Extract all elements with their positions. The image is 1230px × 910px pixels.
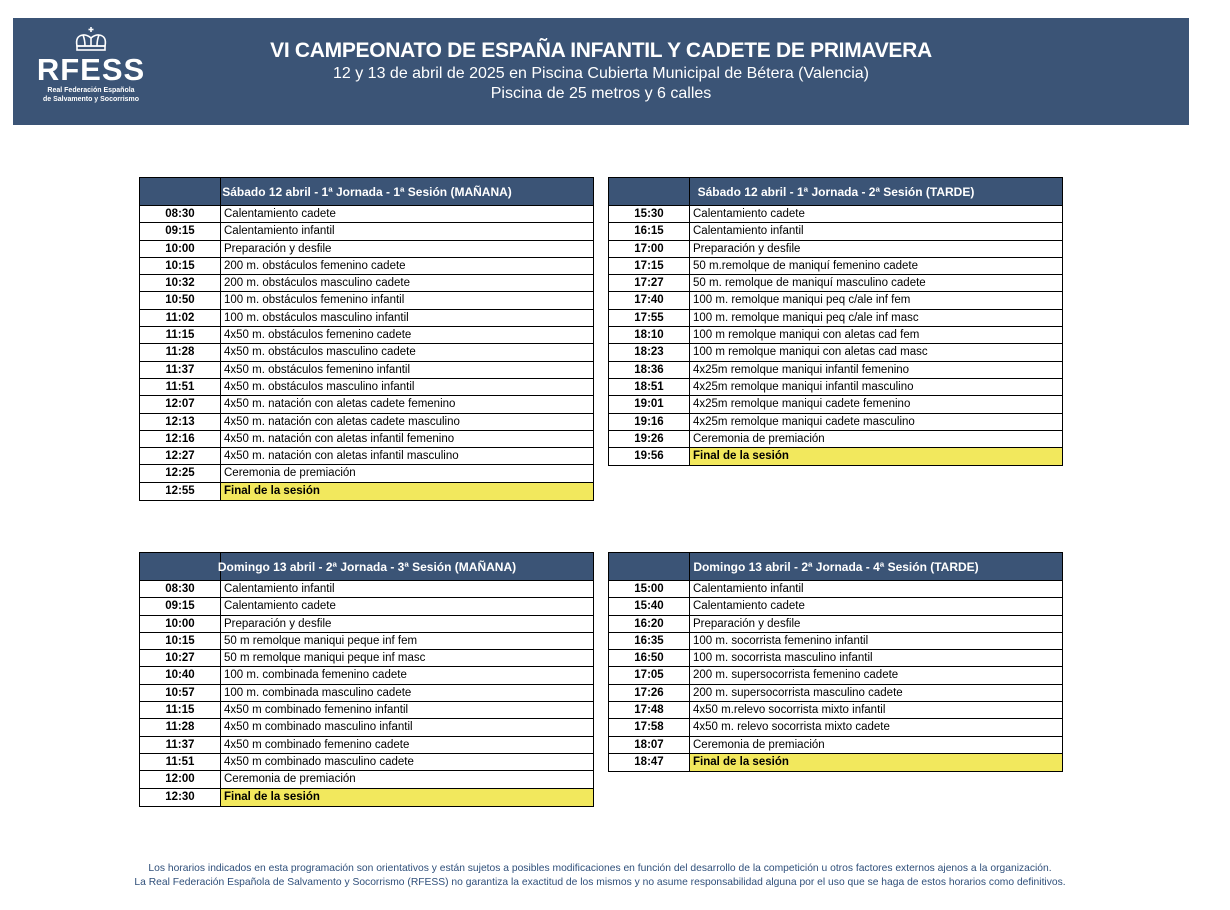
event-time: 18:47 — [609, 754, 690, 771]
schedule-row — [140, 414, 593, 431]
schedule-row — [140, 771, 593, 788]
event-name: 50 m remolque maniqui peque inf fem — [224, 634, 418, 647]
schedule-row — [609, 206, 1062, 223]
subtitle-pool: Piscina de 25 metros y 6 calles — [490, 85, 712, 102]
schedule-row — [609, 448, 1062, 465]
event-name: 4x50 m combinado masculino infantil — [224, 721, 413, 734]
event-time: 18:10 — [609, 327, 690, 343]
event-time: 17:05 — [609, 667, 690, 683]
event-time: 12:30 — [140, 789, 221, 806]
session-end-label: Final de la sesión — [221, 483, 593, 500]
event-name: Preparación y desfile — [693, 242, 801, 255]
event-time: 12:25 — [140, 465, 221, 481]
event-time: 17:40 — [609, 292, 690, 308]
schedule-row — [140, 598, 593, 615]
event-time: 09:15 — [140, 223, 221, 239]
event-time: 11:28 — [140, 344, 221, 360]
event-name: 100 m. combinada femenino cadete — [224, 669, 407, 682]
schedule-row — [140, 685, 593, 702]
event-name: 200 m. supersocorrista masculino cadete — [693, 686, 903, 699]
event-time: 10:40 — [140, 667, 221, 683]
event-time: 19:26 — [609, 431, 690, 447]
event-time: 17:55 — [609, 310, 690, 326]
title-block — [163, 38, 1039, 104]
schedule-row — [609, 275, 1062, 292]
event-name: 100 m remolque maniqui con aletas cad masc — [693, 346, 928, 359]
session-table-3 — [139, 552, 594, 807]
event-time: 17:48 — [609, 702, 690, 718]
schedule-row — [609, 431, 1062, 448]
schedule-row — [609, 396, 1062, 413]
event-name: Preparación y desfile — [693, 617, 801, 630]
page-title: VI CAMPEONATO DE ESPAÑA INFANTIL Y CADETE DE PRIMAVERA — [270, 39, 932, 62]
event-name: 50 m. remolque de maniquí masculino cadete — [693, 277, 926, 290]
event-name: 50 m remolque maniqui peque inf masc — [224, 652, 426, 665]
schedule-row — [140, 362, 593, 379]
event-time: 10:00 — [140, 616, 221, 632]
event-name: 4x50 m.relevo socorrista mixto infantil — [693, 704, 886, 717]
event-name: 4x50 m. natación con aletas infantil femenino — [224, 432, 455, 445]
event-time: 16:15 — [609, 223, 690, 239]
schedule-row — [609, 737, 1062, 754]
schedule-row — [140, 206, 593, 223]
session-header — [609, 553, 1062, 581]
session-end-label: Final de la sesión — [690, 754, 1062, 771]
event-name: 4x50 m. obstáculos masculino infantil — [224, 380, 415, 393]
session-end-label: Final de la sesión — [690, 448, 1062, 465]
event-time: 17:58 — [609, 719, 690, 735]
header-banner — [13, 18, 1189, 125]
event-time: 10:27 — [140, 650, 221, 666]
event-time: 10:00 — [140, 241, 221, 257]
event-time: 10:15 — [140, 633, 221, 649]
schedule-row — [140, 650, 593, 667]
event-time: 12:00 — [140, 771, 221, 787]
event-time: 16:20 — [609, 616, 690, 632]
event-name: Preparación y desfile — [224, 242, 332, 255]
event-name: 100 m. socorrista femenino infantil — [693, 634, 869, 647]
event-name: 4x50 m. obstáculos femenino infantil — [224, 363, 411, 376]
event-time: 18:23 — [609, 344, 690, 360]
logo-text: RFESS — [36, 52, 146, 87]
schedule-row — [140, 292, 593, 309]
schedule-row — [140, 633, 593, 650]
schedule-row — [609, 616, 1062, 633]
schedule-row — [609, 362, 1062, 379]
crown-icon — [73, 26, 109, 52]
event-name: Calentamiento infantil — [693, 225, 804, 238]
schedule-row — [140, 310, 593, 327]
event-time: 08:30 — [140, 581, 221, 597]
event-name: 200 m. supersocorrista femenino cadete — [693, 669, 899, 682]
event-time: 12:55 — [140, 483, 221, 500]
event-time: 15:00 — [609, 581, 690, 597]
schedule-row — [609, 719, 1062, 736]
event-name: 100 m. remolque maniqui peq c/ale inf fem — [693, 294, 911, 307]
schedule-row — [609, 223, 1062, 240]
schedule-row — [609, 414, 1062, 431]
event-name: 100 m. socorrista masculino infantil — [693, 652, 873, 665]
session-table-4 — [608, 552, 1063, 772]
session-end-label: Final de la sesión — [221, 789, 593, 806]
event-name: Ceremonia de premiación — [224, 773, 356, 786]
disclaimer-footer — [0, 862, 1200, 889]
event-time: 11:15 — [140, 702, 221, 718]
event-name: Ceremonia de premiación — [693, 432, 825, 445]
schedule-row — [609, 685, 1062, 702]
event-time: 12:13 — [140, 414, 221, 430]
schedule-row — [140, 241, 593, 258]
event-time: 17:15 — [609, 258, 690, 274]
event-name: 100 m. remolque maniqui peq c/ale inf masc — [693, 311, 919, 324]
event-name: Calentamiento cadete — [224, 208, 336, 220]
event-name: 100 m. combinada masculino cadete — [224, 686, 412, 699]
event-name: 4x25m remolque maniqui cadete masculino — [693, 415, 915, 428]
schedule-row — [609, 667, 1062, 684]
schedule-row — [140, 223, 593, 240]
session-title: Sábado 12 abril - 1ª Jornada - 2ª Sesión (TARDE) — [697, 184, 975, 199]
event-time: 11:51 — [140, 754, 221, 770]
event-time: 15:40 — [609, 598, 690, 614]
schedule-row — [609, 292, 1062, 309]
schedule-row — [609, 310, 1062, 327]
schedule-row — [140, 719, 593, 736]
schedule-row — [140, 448, 593, 465]
schedule-row — [609, 379, 1062, 396]
schedule-row — [140, 275, 593, 292]
event-time: 19:56 — [609, 448, 690, 465]
schedule-row — [609, 702, 1062, 719]
event-name: 4x50 m combinado femenino cadete — [224, 738, 410, 751]
event-time: 10:32 — [140, 275, 221, 291]
event-name: 4x50 m. natación con aletas infantil masculino — [224, 450, 459, 463]
event-name: 100 m. obstáculos femenino infantil — [224, 294, 405, 307]
event-name: Calentamiento cadete — [224, 600, 336, 613]
event-name: Ceremonia de premiación — [693, 738, 825, 751]
event-time: 11:02 — [140, 310, 221, 326]
event-time: 10:50 — [140, 292, 221, 308]
event-time: 16:35 — [609, 633, 690, 649]
session-header — [140, 553, 593, 581]
event-time: 16:50 — [609, 650, 690, 666]
schedule-row — [140, 396, 593, 413]
schedule-row — [140, 737, 593, 754]
subtitle-dates: 12 y 13 de abril de 2025 en Piscina Cubierta Municipal de Bétera (Valencia) — [332, 65, 870, 82]
schedule-row — [609, 344, 1062, 361]
event-name: 100 m. obstáculos masculino infantil — [224, 311, 409, 324]
schedule-row — [609, 650, 1062, 667]
event-time: 12:16 — [140, 431, 221, 447]
event-name: 50 m.remolque de maniquí femenino cadete — [693, 259, 919, 272]
schedule-row — [609, 754, 1062, 771]
event-name: 4x50 m. obstáculos femenino cadete — [224, 329, 412, 342]
schedule-row — [609, 581, 1062, 598]
event-time: 11:37 — [140, 737, 221, 753]
event-time: 11:51 — [140, 379, 221, 395]
schedule-row — [140, 754, 593, 771]
schedule-row — [609, 258, 1062, 275]
schedule-row — [140, 702, 593, 719]
session-title: Sábado 12 abril - 1ª Jornada - 1ª Sesión (MAÑANA) — [222, 184, 512, 199]
schedule-row — [609, 633, 1062, 650]
schedule-row — [140, 581, 593, 598]
event-time: 18:36 — [609, 362, 690, 378]
event-name: Calentamiento infantil — [224, 583, 335, 595]
event-time: 19:16 — [609, 414, 690, 430]
event-time: 10:15 — [140, 258, 221, 274]
schedule-row — [140, 258, 593, 275]
event-time: 12:07 — [140, 396, 221, 412]
session-table-2 — [608, 177, 1063, 466]
event-name: 100 m remolque maniqui con aletas cad fem — [693, 329, 920, 342]
event-name: 4x50 m. natación con aletas cadete masculino — [224, 415, 460, 428]
event-time: 11:28 — [140, 719, 221, 735]
event-time: 19:01 — [609, 396, 690, 412]
schedule-row — [609, 241, 1062, 258]
event-time: 17:27 — [609, 275, 690, 291]
schedule-row — [140, 667, 593, 684]
event-name: 4x50 m combinado masculino cadete — [224, 755, 414, 768]
event-name: 200 m. obstáculos femenino cadete — [224, 259, 406, 272]
event-name: 4x25m remolque maniqui cadete femenino — [693, 398, 911, 411]
event-name: Calentamiento infantil — [224, 225, 335, 238]
event-name: 4x50 m. obstáculos masculino cadete — [224, 346, 416, 359]
schedule-row — [140, 789, 593, 806]
event-time: 12:27 — [140, 448, 221, 464]
event-time: 09:15 — [140, 598, 221, 614]
schedule-row — [140, 483, 593, 500]
schedule-row — [140, 616, 593, 633]
schedule-row — [140, 379, 593, 396]
schedule-row — [609, 327, 1062, 344]
session-title: Domingo 13 abril - 2ª Jornada - 3ª Sesión (MAÑANA) — [217, 559, 517, 574]
event-name: Calentamiento infantil — [693, 583, 804, 595]
event-time: 18:51 — [609, 379, 690, 395]
event-time: 17:26 — [609, 685, 690, 701]
event-name: Ceremonia de premiación — [224, 467, 356, 480]
disclaimer-line-2: La Real Federación Española de Salvamento y Socorrismo (RFESS) no garantiza la exactitud de los mismos y no asume responsabilidad alguna por el uso que se haga de estos horarios como definitivos. — [134, 876, 1066, 888]
event-name: 4x50 m. natación con aletas cadete femenino — [224, 398, 456, 411]
schedule-row — [140, 344, 593, 361]
event-time: 08:30 — [140, 206, 221, 222]
logo-subtitle-2: de Salvamento y Socorrismo — [42, 96, 140, 103]
event-name: Preparación y desfile — [224, 617, 332, 630]
session-table-1 — [139, 177, 594, 501]
event-time: 17:00 — [609, 241, 690, 257]
event-time: 18:07 — [609, 737, 690, 753]
schedule-row — [140, 465, 593, 482]
event-name: 4x50 m. relevo socorrista mixto cadete — [693, 721, 890, 734]
event-time: 15:30 — [609, 206, 690, 222]
event-name: Calentamiento cadete — [693, 600, 805, 613]
rfess-logo — [31, 26, 151, 118]
event-time: 11:37 — [140, 362, 221, 378]
schedule-row — [609, 598, 1062, 615]
schedule-row — [140, 327, 593, 344]
event-name: 4x25m remolque maniqui infantil femenino — [693, 363, 910, 376]
session-header — [609, 178, 1062, 206]
schedule-row — [140, 431, 593, 448]
event-name: 200 m. obstáculos masculino cadete — [224, 277, 411, 290]
event-name: 4x50 m combinado femenino infantil — [224, 704, 409, 717]
session-header — [140, 178, 593, 206]
disclaimer-line-1: Los horarios indicados en esta programación son orientativos y están sujetos a posibles modificaciones en función del desarrollo de la competición u otros factores externos ajenos a la organización. — [148, 863, 1052, 874]
event-name: Calentamiento cadete — [693, 208, 805, 220]
logo-subtitle-1: Real Federación Española — [47, 87, 135, 94]
session-title: Domingo 13 abril - 2ª Jornada - 4ª Sesión (TARDE) — [693, 559, 979, 574]
event-time: 11:15 — [140, 327, 221, 343]
event-time: 10:57 — [140, 685, 221, 701]
event-name: 4x25m remolque maniqui infantil masculino — [693, 380, 914, 393]
